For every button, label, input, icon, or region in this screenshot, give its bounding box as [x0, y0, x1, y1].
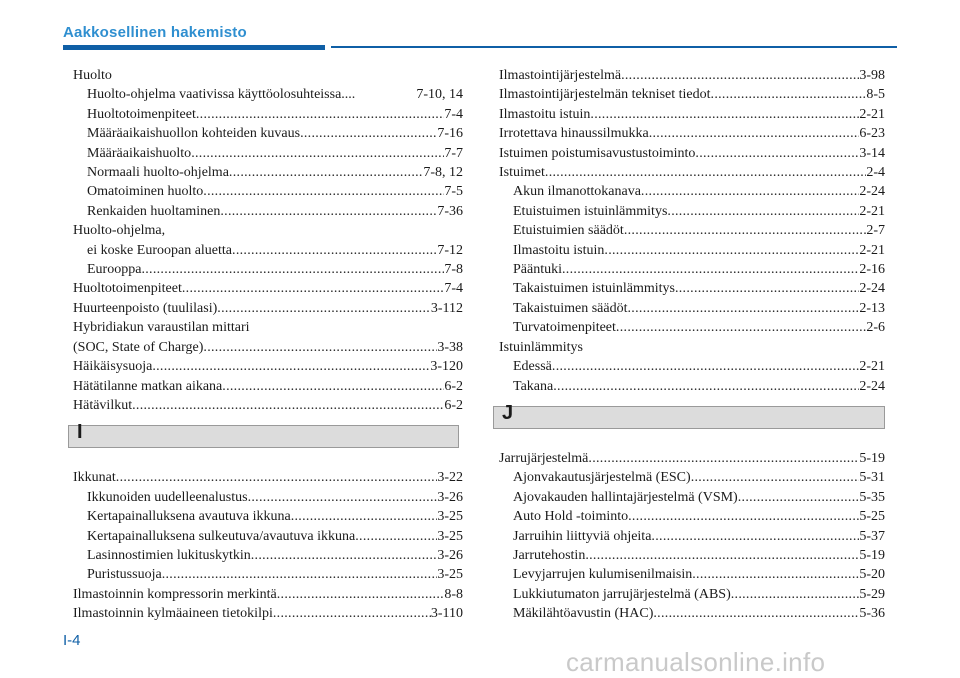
- entry-term: Ikkunat: [73, 470, 116, 486]
- index-entry: [73, 377, 463, 396]
- index-entry: [499, 144, 885, 163]
- index-entry: [73, 163, 463, 182]
- entry-term: Takaistuimen säädöt: [513, 300, 628, 316]
- index-entry: [499, 546, 885, 565]
- dot-leader: [251, 546, 438, 565]
- entry-term: Mäkilähtöavustin (HAC): [513, 606, 654, 622]
- entry-term: Huoltotoimenpiteet: [87, 106, 196, 122]
- entry-page-ref: 7-4: [444, 281, 463, 297]
- dot-leader: [604, 241, 859, 260]
- entry-term: Jarruihin liittyviä ohjeita: [513, 528, 652, 544]
- entry-term: Määräaikaishuolto: [87, 145, 192, 161]
- index-entry: [73, 202, 463, 221]
- dot-leader: [675, 279, 859, 298]
- dot-leader: [222, 377, 444, 396]
- entry-page-ref: 7-16: [437, 126, 463, 142]
- entry-term: Jarrujärjestelmä: [499, 450, 589, 466]
- index-entry: [73, 279, 463, 298]
- dot-leader: [624, 221, 867, 240]
- entry-page-ref: 3-120: [430, 359, 463, 375]
- dot-leader: [692, 565, 859, 584]
- entry-term: Lasinnostimien lukituskytkin: [87, 547, 251, 563]
- entry-term: Akun ilmanottokanava: [513, 184, 641, 200]
- entry-term: Huoltotoimenpiteet: [73, 281, 182, 297]
- entry-term: Ikkunoiden uudelleenalustus: [87, 489, 248, 505]
- index-entry: [499, 182, 885, 201]
- entry-term: Huurteenpoisto (tuulilasi): [73, 300, 218, 316]
- entry-page-ref: 2-6: [866, 320, 885, 336]
- dot-leader: [277, 585, 445, 604]
- index-entry: [73, 144, 463, 163]
- index-heading: Hybridiakun varaustilan mittari: [73, 320, 250, 336]
- dot-leader: [616, 318, 866, 337]
- index-entry: [73, 527, 463, 546]
- dot-leader: [628, 507, 859, 526]
- index-entry: [73, 85, 463, 104]
- entry-term: Ilmastoitu istuin: [499, 106, 591, 122]
- entry-page-ref: 5-19: [859, 450, 885, 466]
- dot-leader: [203, 182, 444, 201]
- entry-page-ref: 5-19: [859, 547, 885, 563]
- dot-leader: [182, 279, 444, 298]
- index-entry: [73, 488, 463, 507]
- entry-page-ref: 3-22: [437, 470, 463, 486]
- index-entry: [499, 318, 885, 337]
- dot-leader: [667, 202, 859, 221]
- entry-term: Ilmastoitu istuin: [513, 242, 605, 258]
- index-group-i-cont: [499, 66, 885, 396]
- index-entry: [499, 279, 885, 298]
- dot-leader: [562, 260, 859, 279]
- entry-page-ref: 5-36: [859, 606, 885, 622]
- entry-page-ref: 2-24: [859, 281, 885, 297]
- dot-leader: [552, 357, 859, 376]
- letter-heading-j-label: J: [502, 401, 514, 424]
- entry-page-ref: 3-26: [437, 547, 463, 563]
- entry-page-ref: 3-25: [437, 567, 463, 583]
- index-entry: [499, 124, 885, 143]
- entry-term: Lukkiutumaton jarrujärjestelmä (ABS): [513, 586, 731, 602]
- index-entry: [499, 221, 885, 240]
- entry-term: Irrotettava hinaussilmukka: [499, 126, 649, 142]
- entry-term: Puristussuoja: [87, 567, 162, 583]
- entry-term: Auto Hold -toiminto: [513, 509, 629, 525]
- entry-page-ref: 7-8: [444, 262, 463, 278]
- letter-heading-j: [493, 401, 885, 429]
- header-rule-thick: [63, 45, 325, 50]
- dot-leader: [132, 396, 444, 415]
- entry-term: Häikäisysuoja: [73, 359, 153, 375]
- dot-leader: [162, 565, 438, 584]
- letter-heading-i: [68, 421, 459, 448]
- entry-page-ref: 6-2: [444, 378, 463, 394]
- entry-page-ref: 5-29: [859, 586, 885, 602]
- dot-leader: [300, 124, 437, 143]
- entry-term: Ilmastoinnin kompressorin merkintä: [73, 586, 277, 602]
- entry-term: Ilmastoinnin kylmäaineen tietokilpi: [73, 606, 273, 622]
- index-entry: [499, 163, 885, 182]
- dot-leader: [738, 488, 860, 507]
- index-entry: [499, 604, 885, 623]
- entry-page-ref: 3-110: [430, 606, 463, 622]
- dot-leader: [291, 507, 438, 526]
- entry-term: Ilmastointijärjestelmän tekniset tiedot: [499, 87, 711, 103]
- index-entry: [73, 468, 463, 487]
- index-entry: [499, 527, 885, 546]
- index-entry: [73, 565, 463, 584]
- entry-page-ref: 6-2: [444, 397, 463, 413]
- index-column-left: [73, 66, 463, 624]
- entry-term: Määräaikaishuollon kohteiden kuvaus: [87, 126, 301, 142]
- index-entry: [73, 396, 463, 415]
- entry-page-ref: 3-112: [430, 300, 463, 316]
- dot-leader: [653, 604, 859, 623]
- index-entry: [499, 468, 885, 487]
- dot-leader: [641, 182, 859, 201]
- index-entry: [499, 449, 885, 468]
- dot-leader: [203, 338, 437, 357]
- index-entry: [499, 105, 885, 124]
- entry-term: Ilmastointijärjestelmä: [499, 68, 622, 83]
- entry-term: Jarrutehostin: [513, 547, 586, 563]
- entry-term: Etuistuimien säädöt: [513, 223, 624, 239]
- index-entry: [499, 377, 885, 396]
- entry-page-ref: 7-5: [444, 184, 463, 200]
- dot-leader: [141, 260, 444, 279]
- entry-page-ref: 2-16: [859, 262, 885, 278]
- index-group-h: [73, 66, 463, 415]
- entry-term: Etuistuimen istuinlämmitys: [513, 203, 668, 219]
- index-entry: [499, 565, 885, 584]
- entry-page-ref: 3-26: [437, 489, 463, 505]
- dot-leader: [191, 144, 444, 163]
- dot-leader: [116, 468, 438, 487]
- entry-term: Eurooppa: [87, 262, 142, 278]
- dot-leader: [621, 66, 859, 85]
- index-entry: [73, 260, 463, 279]
- section-title: Aakkosellinen hakemisto: [63, 24, 247, 41]
- index-entry: [499, 241, 885, 260]
- entry-page-ref: 7-12: [437, 242, 463, 258]
- dot-leader: [651, 527, 859, 546]
- entry-page-ref: 2-24: [859, 378, 885, 394]
- entry-page-ref: 7-8, 12: [423, 165, 463, 181]
- dot-leader: [355, 527, 437, 546]
- dot-leader: [588, 449, 859, 468]
- entry-page-ref: 8-8: [444, 586, 463, 602]
- entry-term: Istuimen poistumisavustustoiminto: [499, 145, 696, 161]
- index-group-i: [73, 468, 463, 623]
- dot-leader: [585, 546, 859, 565]
- entry-term: Levyjarrujen kulumisenilmaisin: [513, 567, 693, 583]
- index-column-right: [499, 66, 885, 624]
- header-rule-thin: [331, 46, 897, 48]
- entry-term: Ajovakauden hallintajärjestelmä (VSM): [513, 489, 738, 505]
- letter-heading-i-label: I: [77, 421, 83, 444]
- entry-page-ref: 2-24: [859, 184, 885, 200]
- index-entry: [499, 585, 885, 604]
- entry-page-ref: 2-21: [859, 106, 885, 122]
- index-entry: [73, 357, 463, 376]
- dot-leader: [152, 357, 430, 376]
- entry-page-ref: 2-21: [859, 203, 885, 219]
- dot-leader: [273, 604, 431, 623]
- dot-leader: [628, 299, 860, 318]
- entry-page-ref: 5-35: [859, 489, 885, 505]
- entry-page-ref: 2-7: [866, 223, 885, 239]
- entry-page-ref: 2-13: [859, 300, 885, 316]
- index-entry: [73, 241, 463, 260]
- index-entry: [499, 357, 885, 376]
- entry-term: Pääntuki: [513, 262, 562, 278]
- entry-term: Huolto-ohjelma vaativissa käyttöolosuhteissa....: [87, 87, 356, 103]
- dot-leader: [217, 299, 431, 318]
- index-heading: Huolto-ohjelma,: [73, 223, 166, 239]
- dot-leader: [229, 163, 423, 182]
- entry-page-ref: 7-10, 14: [416, 87, 463, 103]
- entry-page-ref: 5-37: [859, 528, 885, 544]
- index-entry: [73, 546, 463, 565]
- entry-term: ei koske Euroopan aluetta: [87, 242, 233, 258]
- entry-page-ref: 3-38: [437, 339, 463, 355]
- index-entry: [73, 585, 463, 604]
- entry-term: Renkaiden huoltaminen: [87, 203, 221, 219]
- index-entry: [73, 182, 463, 201]
- entry-page-ref: 3-98: [859, 68, 885, 83]
- index-entry: [499, 66, 885, 85]
- entry-term: Takana: [513, 378, 554, 394]
- dot-leader: [196, 105, 444, 124]
- index-entry: [499, 507, 885, 526]
- entry-page-ref: 5-20: [859, 567, 885, 583]
- index-entry: [73, 124, 463, 143]
- entry-page-ref: 3-25: [437, 509, 463, 525]
- index-entry: [73, 105, 463, 124]
- watermark: carmanualsonline.info: [566, 647, 826, 677]
- entry-page-ref: 2-4: [866, 165, 885, 181]
- entry-page-ref: 5-31: [859, 470, 885, 486]
- dot-leader: [695, 144, 859, 163]
- dot-leader: [220, 202, 437, 221]
- index-entry: [73, 507, 463, 526]
- entry-term: Edessä: [513, 359, 552, 375]
- index-entry: [499, 260, 885, 279]
- dot-leader: [590, 105, 859, 124]
- index-entry: [73, 338, 463, 357]
- entry-page-ref: 3-25: [437, 528, 463, 544]
- entry-term: (SOC, State of Charge): [73, 339, 204, 355]
- dot-leader: [545, 163, 866, 182]
- entry-term: Kertapainalluksena sulkeutuva/avautuva ikkuna: [87, 528, 356, 544]
- dot-leader: [232, 241, 437, 260]
- index-entry: [73, 604, 463, 623]
- entry-term: Hätävilkut: [73, 397, 133, 413]
- entry-term: Hätätilanne matkan aikana: [73, 378, 223, 394]
- entry-term: Omatoiminen huolto: [87, 184, 204, 200]
- entry-term: Takaistuimen istuinlämmitys: [513, 281, 675, 297]
- entry-page-ref: 7-4: [444, 106, 463, 122]
- dot-leader: [649, 124, 860, 143]
- entry-page-ref: 6-23: [859, 126, 885, 142]
- entry-page-ref: 7-7: [444, 145, 463, 161]
- entry-term: Ajonvakautusjärjestelmä (ESC): [513, 470, 691, 486]
- dot-leader: [248, 488, 438, 507]
- index-heading: Huolto: [73, 68, 112, 83]
- dot-leader: [553, 377, 859, 396]
- dot-leader: [711, 85, 867, 104]
- index-entry: [499, 85, 885, 104]
- entry-page-ref: 8-5: [866, 87, 885, 103]
- entry-page-ref: 2-21: [859, 359, 885, 375]
- entry-page-ref: 5-25: [859, 509, 885, 525]
- dot-leader: [731, 585, 860, 604]
- entry-page-ref: 7-36: [437, 203, 463, 219]
- dot-leader: [691, 468, 860, 487]
- entry-term: Istuimet: [499, 165, 545, 181]
- entry-page-ref: 2-21: [859, 242, 885, 258]
- entry-term: Turvatoimenpiteet: [513, 320, 616, 336]
- page-number: I-4: [63, 632, 81, 649]
- entry-term: Normaali huolto-ohjelma: [87, 165, 229, 181]
- index-entry: [499, 299, 885, 318]
- index-entry: [499, 202, 885, 221]
- entry-page-ref: 3-14: [859, 145, 885, 161]
- index-entry: [73, 299, 463, 318]
- index-entry: [499, 488, 885, 507]
- entry-term: Kertapainalluksena avautuva ikkuna: [87, 509, 291, 525]
- index-heading: Istuinlämmitys: [499, 339, 583, 355]
- index-group-j: [499, 449, 885, 624]
